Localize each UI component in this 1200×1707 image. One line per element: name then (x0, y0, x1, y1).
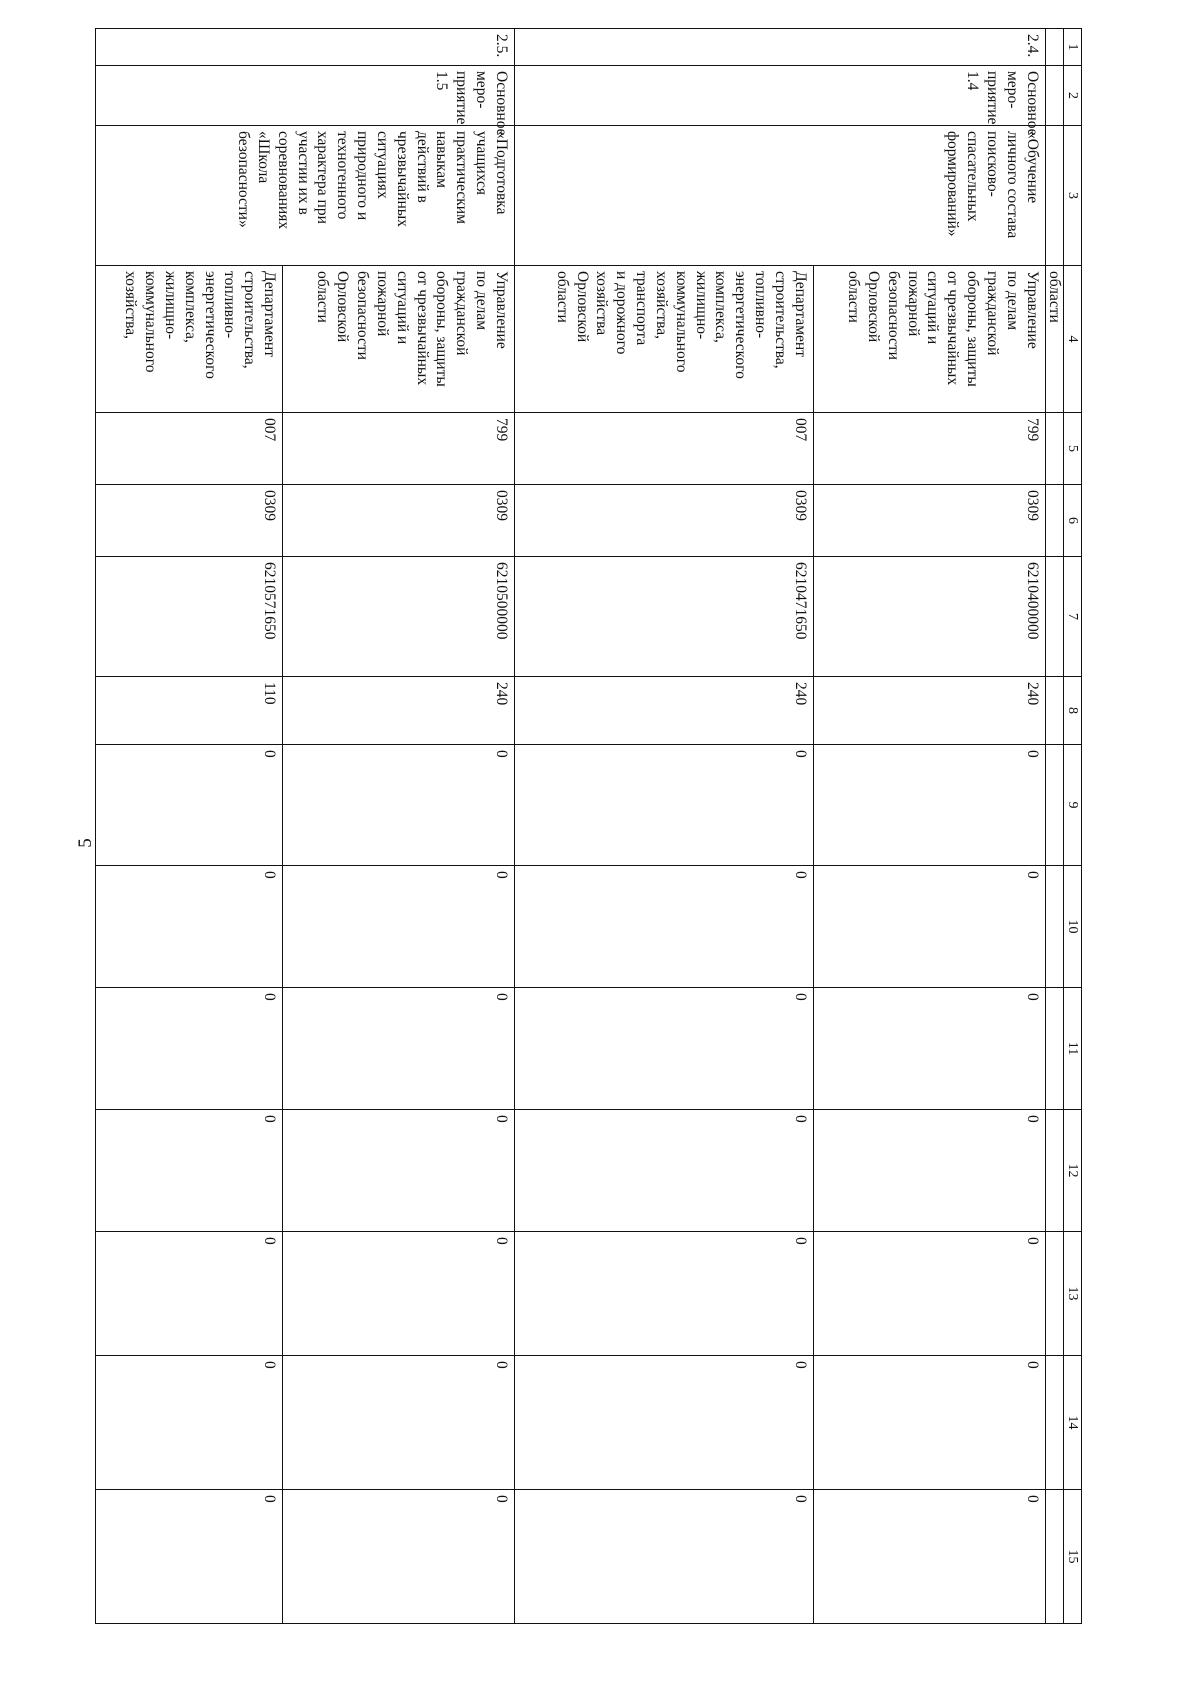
cell-rzpr: 0309 (813, 485, 1045, 557)
cell-value: 0 (96, 1490, 283, 1624)
cell-value: 0 (514, 1110, 813, 1232)
row-type: Основное меро- приятие 1.5 (96, 66, 515, 126)
continuation-text: области (1045, 266, 1063, 413)
cell-value: 0 (813, 1232, 1045, 1356)
cell-grbs: 007 (96, 413, 283, 485)
cell-value: 0 (514, 1356, 813, 1490)
cell-value: 0 (813, 1356, 1045, 1490)
cell-value: 0 (514, 1490, 813, 1624)
cell-vr: 240 (514, 677, 813, 745)
row-number: 2.4. (514, 29, 1045, 66)
col-header-14: 14 (1063, 1356, 1081, 1490)
column-number-row (1063, 29, 1081, 1624)
row-name: «Подготовка учащихся практическим навыкам действий в чрезвычайных ситуациях природного и техногенного характера при участии их в соревнованиях «Школа безопасности» (96, 126, 515, 266)
cell-grbs: 007 (514, 413, 813, 485)
col-header-11: 11 (1063, 988, 1081, 1110)
cell-rzpr: 0309 (514, 485, 813, 557)
cell-value: 0 (283, 1110, 515, 1232)
col-header-10: 10 (1063, 866, 1081, 988)
cell-csr: 6210500000 (283, 557, 515, 677)
row-name: «Обучение личного состава поисково- спасательных формирований» (514, 126, 1045, 266)
cell-value: 0 (813, 1110, 1045, 1232)
cell-vr: 240 (813, 677, 1045, 745)
cell-value: 0 (96, 866, 283, 988)
cell-value: 0 (96, 745, 283, 866)
page-number: 5 (75, 838, 96, 848)
col-header-4: 4 (1063, 266, 1081, 413)
cell-vr: 110 (96, 677, 283, 745)
document-page (95, 28, 1082, 1623)
responsible-org: Департамент строительства, топливно- энергетического комплекса, жилищно- коммунального хозяйства, транспорта и дорожного хозяйства Орловской области (514, 266, 813, 413)
col-header-13: 13 (1063, 1232, 1081, 1356)
cell-value: 0 (813, 1490, 1045, 1624)
cell-value: 0 (514, 866, 813, 988)
cell-value: 0 (813, 866, 1045, 988)
cell-vr: 240 (283, 677, 515, 745)
cell-rzpr: 0309 (283, 485, 515, 557)
cell-grbs: 799 (813, 413, 1045, 485)
cell-value: 0 (283, 1356, 515, 1490)
cell-value: 0 (96, 1232, 283, 1356)
cell-csr: 6210471650 (514, 557, 813, 677)
cell-value: 0 (514, 988, 813, 1110)
continuation-row (1045, 29, 1063, 1624)
col-header-2: 2 (1063, 66, 1081, 126)
table-row (96, 29, 283, 1624)
col-header-6: 6 (1063, 485, 1081, 557)
col-header-1: 1 (1063, 29, 1081, 66)
col-header-9: 9 (1063, 745, 1081, 866)
cell-value: 0 (96, 1110, 283, 1232)
cell-csr: 6210571650 (96, 557, 283, 677)
cell-value: 0 (283, 1232, 515, 1356)
col-header-7: 7 (1063, 557, 1081, 677)
cell-grbs: 799 (283, 413, 515, 485)
cell-value: 0 (283, 866, 515, 988)
cell-value: 0 (813, 988, 1045, 1110)
responsible-org: Управление по делам гражданской обороны, защиты от чрезвычайных ситуаций и пожарной безопасности Орловской области (283, 266, 515, 413)
responsible-org: Департамент строительства, топливно- энергетического комплекса, жилищно- коммунального хозяйства, (96, 266, 283, 413)
cell-csr: 6210400000 (813, 557, 1045, 677)
cell-value: 0 (96, 1356, 283, 1490)
col-header-5: 5 (1063, 413, 1081, 485)
cell-value: 0 (96, 988, 283, 1110)
col-header-12: 12 (1063, 1110, 1081, 1232)
col-header-8: 8 (1063, 677, 1081, 745)
cell-value: 0 (283, 1490, 515, 1624)
table-row (283, 29, 515, 1624)
program-table (95, 28, 1082, 1624)
responsible-org: Управление по делам гражданской обороны, защиты от чрезвычайных ситуаций и пожарной безопасности Орловской области (813, 266, 1045, 413)
table-row (514, 29, 813, 1624)
row-number: 2.5. (96, 29, 515, 66)
cell-rzpr: 0309 (96, 485, 283, 557)
col-header-15: 15 (1063, 1490, 1081, 1624)
cell-value: 0 (813, 745, 1045, 866)
cell-value: 0 (514, 745, 813, 866)
col-header-3: 3 (1063, 126, 1081, 266)
cell-value: 0 (283, 988, 515, 1110)
cell-value: 0 (283, 745, 515, 866)
table-row (813, 29, 1045, 1624)
row-type: Основное меро- приятие 1.4 (514, 66, 1045, 126)
cell-value: 0 (514, 1232, 813, 1356)
